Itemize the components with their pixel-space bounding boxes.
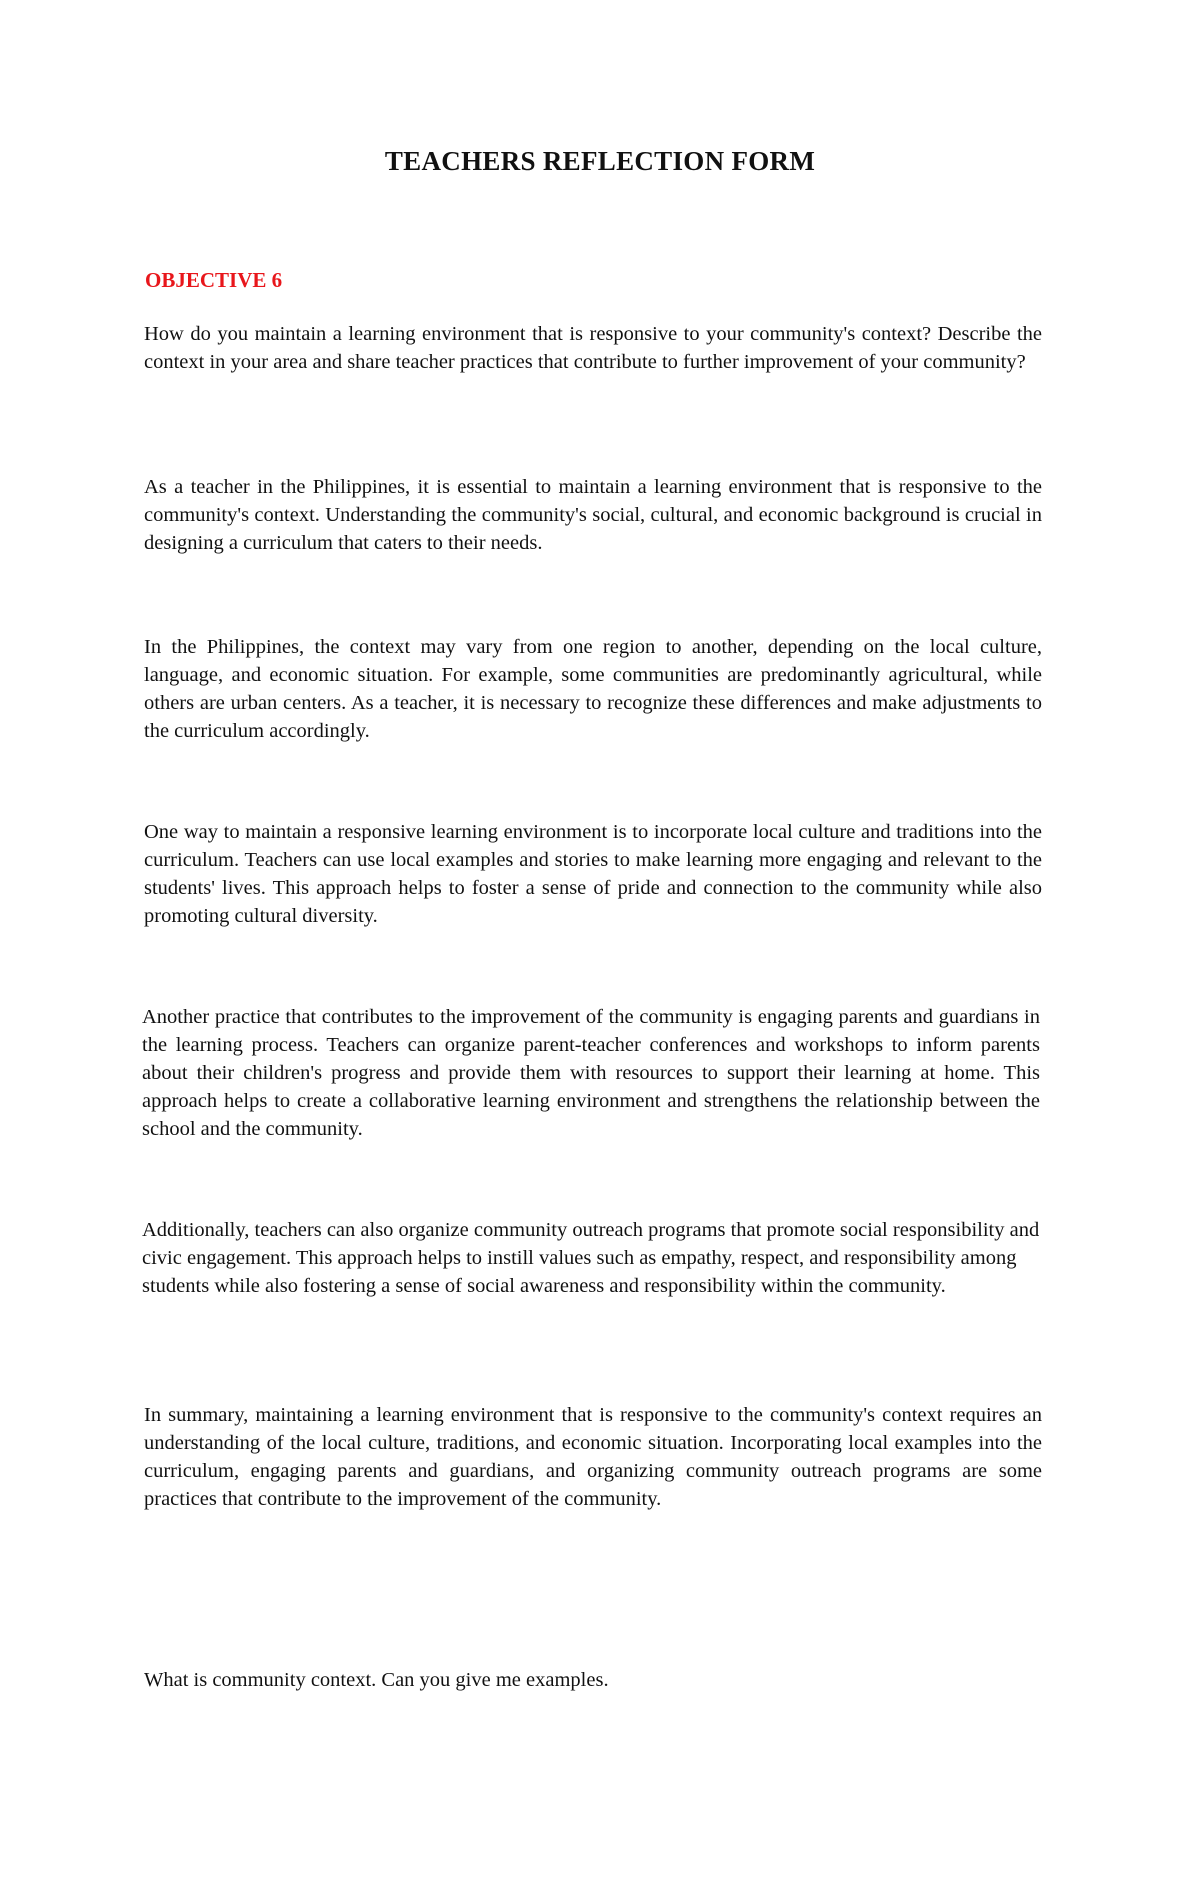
answer-paragraph-5: Additionally, teachers can also organize community outreach programs that promote social responsibility and civic engagement. This approach helps to instill values such as empathy, respect, and responsibility among students while also fostering a sense of social awareness and responsibility within the community.: [142, 1219, 1040, 1297]
answer-paragraph-4: Another practice that contributes to the improvement of the community is engaging parents and guardians in the learning process. Teachers can organize parent-teacher conferences and workshops to inform parents about their children's progress and provide them with resources to support their learning at home. This approach helps to create a collaborative learning environment and strengthens the relationship between the school and the community.: [142, 1006, 1040, 1140]
follow-up-question: What is community context. Can you give me examples.: [144, 1669, 609, 1691]
reflection-question: How do you maintain a learning environment that is responsive to your community's context? Describe the context in your area and share teacher practices that contribute to further improvement of your community?: [144, 323, 1042, 373]
answer-paragraph-1: As a teacher in the Philippines, it is essential to maintain a learning environment that is responsive to the community's context. Understanding the community's social, cultural, and economic background is crucial in designing a curriculum that caters to their needs.: [144, 476, 1042, 554]
answer-paragraph-3: One way to maintain a responsive learning environment is to incorporate local culture and traditions into the curriculum. Teachers can use local examples and stories to make learning more engaging and relevant to the students' lives. This approach helps to foster a sense of pride and connection to the community while also promoting cultural diversity.: [144, 821, 1042, 927]
answer-paragraph-summary: In summary, maintaining a learning environment that is responsive to the community's context requires an understanding of the local culture, traditions, and economic situation. Incorporating local examples into the curriculum, engaging parents and guardians, and organizing community outreach programs are some practices that contribute to the improvement of the community.: [144, 1404, 1042, 1510]
answer-paragraph-2: In the Philippines, the context may vary from one region to another, depending on the local culture, language, and economic situation. For example, some communities are predominantly agricultural, while others are urban centers. As a teacher, it is necessary to recognize these differences and make adjustments to the curriculum accordingly.: [144, 636, 1042, 742]
page-title: TEACHERS REFLECTION FORM: [384, 146, 816, 176]
objective-heading: OBJECTIVE 6: [145, 268, 283, 292]
